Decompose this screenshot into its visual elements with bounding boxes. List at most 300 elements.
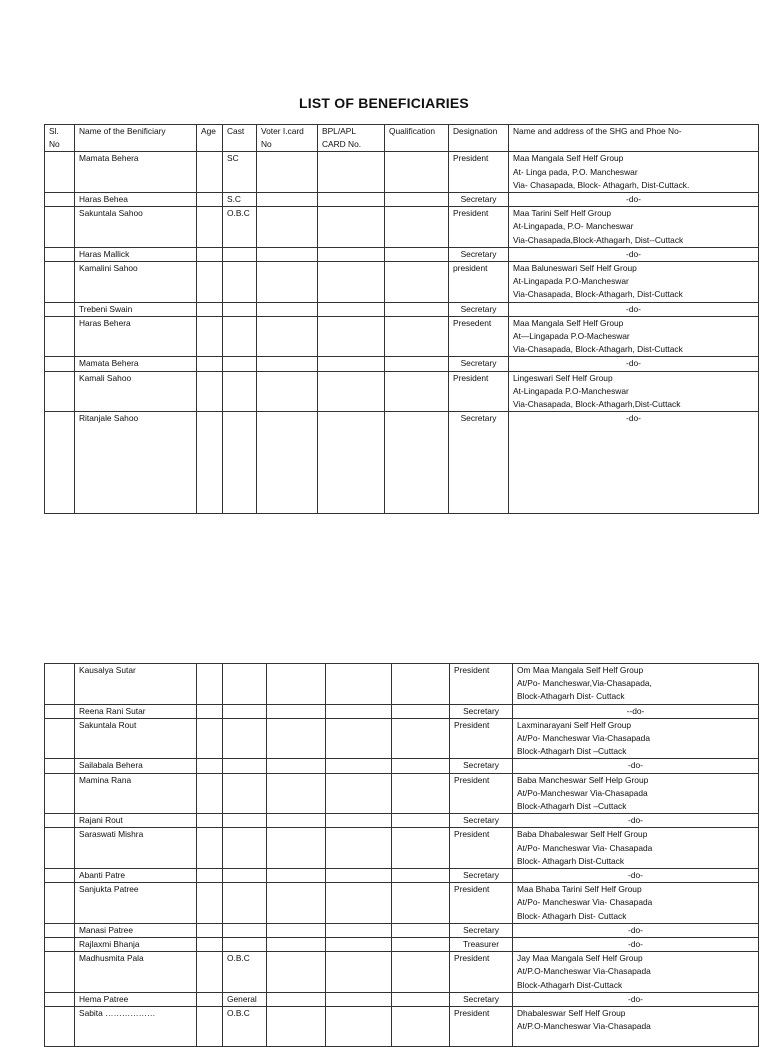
name-cell: Sanjukta Patree	[75, 883, 197, 924]
address-line: Via-Chasapada, Block-Athagarh, Dist-Cuttack	[513, 344, 683, 355]
qualification-cell	[392, 828, 450, 869]
qualification-cell	[392, 869, 450, 883]
name-cell: Manasi Patree	[75, 923, 197, 937]
bpl-apl-cell	[318, 207, 385, 248]
address-line: Via- Chasapada, Block- Athagarh, Dist-Cuttack.	[513, 179, 690, 190]
cast-cell	[223, 938, 267, 952]
address-line: At-Lingapada, P.O- Mancheswar	[513, 221, 634, 232]
qualification-cell	[392, 923, 450, 937]
table-row	[45, 247, 759, 261]
name-cell: Sabita ………………	[75, 1007, 197, 1047]
designation-cell: President	[450, 664, 513, 705]
address-cell	[513, 883, 759, 924]
address-cell	[513, 952, 759, 993]
name-cell: Sakuntala Rout	[75, 718, 197, 759]
address-line: Maa Bhaba Tarini Self Helf Group	[517, 884, 642, 895]
address-line: Block-Athagarh Dist- Cuttack	[517, 691, 625, 702]
age-cell	[197, 262, 223, 303]
address-cell	[513, 718, 759, 759]
address-line: Baba Mancheswar Self Help Group	[517, 774, 649, 785]
name-cell: Ritanjale Sahoo	[75, 412, 197, 514]
header-age: Age	[197, 125, 223, 152]
designation-cell: Secretary	[450, 869, 513, 883]
address-cell	[509, 207, 759, 248]
voter-card-cell	[257, 193, 318, 207]
voter-card-cell	[267, 664, 326, 705]
address-cell	[509, 412, 759, 514]
bpl-apl-cell	[326, 828, 392, 869]
table-row	[45, 828, 759, 869]
age-cell	[197, 357, 223, 371]
designation-cell: Treasurer	[450, 938, 513, 952]
cast-cell	[223, 664, 267, 705]
qualification-cell	[385, 152, 449, 193]
sl-no-cell	[45, 952, 75, 993]
cast-cell: O.B.C	[223, 952, 267, 993]
address-cell	[509, 152, 759, 193]
address-line: -do-	[626, 194, 641, 205]
name-cell: Sakuntala Sahoo	[75, 207, 197, 248]
table-row	[45, 316, 759, 357]
table-row	[45, 152, 759, 193]
address-line: Block- Athagarh Dist- Cuttack	[517, 910, 627, 921]
address-line: -do-	[628, 924, 643, 935]
table-row	[45, 262, 759, 303]
address-line: Jay Maa Mangala Self Helf Group	[517, 953, 643, 964]
table-row	[45, 759, 759, 773]
bpl-apl-cell	[326, 923, 392, 937]
cast-cell	[223, 262, 257, 303]
beneficiaries-table-1	[44, 124, 759, 514]
bpl-apl-cell	[318, 247, 385, 261]
voter-card-cell	[267, 992, 326, 1006]
address-cell	[509, 357, 759, 371]
voter-card-cell	[267, 952, 326, 993]
cast-cell: SC	[223, 152, 257, 193]
address-line: -do-	[626, 303, 641, 314]
cast-cell: General	[223, 992, 267, 1006]
cast-cell	[223, 357, 257, 371]
address-line: Maa Mangala Self Helf Group	[513, 317, 624, 328]
age-cell	[197, 814, 223, 828]
cast-cell	[223, 883, 267, 924]
bpl-apl-cell	[326, 704, 392, 718]
bpl-apl-cell	[326, 759, 392, 773]
sl-no-cell	[45, 302, 75, 316]
qualification-cell	[385, 302, 449, 316]
voter-card-cell	[267, 814, 326, 828]
address-cell	[509, 316, 759, 357]
designation-cell: President	[450, 952, 513, 993]
cast-cell	[223, 759, 267, 773]
designation-cell: Secretary	[450, 992, 513, 1006]
bpl-apl-cell	[326, 814, 392, 828]
voter-card-cell	[267, 828, 326, 869]
address-cell	[513, 992, 759, 1006]
cast-cell	[223, 302, 257, 316]
age-cell	[197, 759, 223, 773]
age-cell	[197, 371, 223, 412]
table-2-body	[45, 664, 759, 1047]
qualification-cell	[385, 193, 449, 207]
name-cell: Rajlaxmi Bhanja	[75, 938, 197, 952]
bpl-apl-cell	[326, 664, 392, 705]
sl-no-cell	[45, 923, 75, 937]
table-row	[45, 718, 759, 759]
cast-cell: O.B.C	[223, 1007, 267, 1047]
table-header-row	[45, 125, 759, 152]
qualification-cell	[392, 759, 450, 773]
bpl-apl-cell	[326, 883, 392, 924]
qualification-cell	[385, 262, 449, 303]
address-line: -do-	[628, 760, 643, 771]
name-cell: Haras Behera	[75, 316, 197, 357]
sl-no-cell	[45, 664, 75, 705]
age-cell	[197, 664, 223, 705]
table-row	[45, 664, 759, 705]
sl-no-cell	[45, 773, 75, 814]
qualification-cell	[385, 371, 449, 412]
header-bpl-apl: BPL/APL CARD No.	[318, 125, 385, 152]
address-line: Via-Chasapada,Block-Athagarh, Dist--Cuttack	[513, 234, 684, 245]
voter-card-cell	[257, 262, 318, 303]
qualification-cell	[385, 357, 449, 371]
address-line: Baba Dhabaleswar Self Helf Group	[517, 829, 648, 840]
address-line: At—Lingapada P.O-Macheswar	[513, 331, 630, 342]
voter-card-cell	[257, 371, 318, 412]
cast-cell	[223, 869, 267, 883]
address-line: At/Po-Mancheswar Via-Chasapada	[517, 787, 648, 798]
qualification-cell	[392, 1007, 450, 1047]
sl-no-cell	[45, 704, 75, 718]
page-title: LIST OF BENEFICIARIES	[299, 95, 469, 111]
sl-no-cell	[45, 759, 75, 773]
address-line: At-Lingapada P.O-Mancheswar	[513, 385, 629, 396]
age-cell	[197, 938, 223, 952]
voter-card-cell	[257, 207, 318, 248]
sl-no-cell	[45, 883, 75, 924]
cast-cell	[223, 923, 267, 937]
table-1-body	[45, 152, 759, 514]
voter-card-cell	[267, 759, 326, 773]
age-cell	[197, 718, 223, 759]
bpl-apl-cell	[326, 869, 392, 883]
bpl-apl-cell	[326, 718, 392, 759]
designation-cell: Secretary	[449, 247, 509, 261]
sl-no-cell	[45, 247, 75, 261]
address-line: Maa Tarini Self Helf Group	[513, 208, 612, 219]
name-cell: Kamalini Sahoo	[75, 262, 197, 303]
bpl-apl-cell	[318, 262, 385, 303]
bpl-apl-cell	[318, 371, 385, 412]
address-cell	[513, 759, 759, 773]
address-line: -do-	[628, 815, 643, 826]
qualification-cell	[392, 773, 450, 814]
address-line: Maa Baluneswari Self Helf Group	[513, 263, 637, 274]
address-line: -do-	[626, 248, 641, 259]
voter-card-cell	[257, 302, 318, 316]
age-cell	[197, 1007, 223, 1047]
address-line: Lingeswari Self Helf Group	[513, 372, 613, 383]
header-voter-card: Voter I.card No	[257, 125, 318, 152]
sl-no-cell	[45, 992, 75, 1006]
sl-no-cell	[45, 828, 75, 869]
age-cell	[197, 207, 223, 248]
cast-cell	[223, 316, 257, 357]
address-line: At/Po- Mancheswar Via- Chasapada	[517, 842, 653, 853]
table-row	[45, 869, 759, 883]
age-cell	[197, 869, 223, 883]
name-cell: Mamina Rana	[75, 773, 197, 814]
address-cell	[509, 193, 759, 207]
name-cell: Rajani Rout	[75, 814, 197, 828]
cast-cell	[223, 828, 267, 869]
table-row	[45, 923, 759, 937]
table-row	[45, 357, 759, 371]
name-cell: Trebeni Swain	[75, 302, 197, 316]
voter-card-cell	[267, 773, 326, 814]
cast-cell	[223, 773, 267, 814]
beneficiaries-table-2	[44, 663, 759, 1047]
designation-cell: President	[450, 718, 513, 759]
table-row	[45, 302, 759, 316]
address-cell	[509, 247, 759, 261]
address-cell	[513, 704, 759, 718]
sl-no-cell	[45, 357, 75, 371]
address-cell	[513, 923, 759, 937]
cast-cell	[223, 247, 257, 261]
bpl-apl-cell	[326, 773, 392, 814]
address-line: -do-	[628, 993, 643, 1004]
name-cell: Haras Mallick	[75, 247, 197, 261]
name-cell: Saraswati Mishra	[75, 828, 197, 869]
name-cell: Sailabala Behera	[75, 759, 197, 773]
header-shg-address: Name and address of the SHG and Phoe No-	[509, 125, 759, 152]
address-line: Via-Chasapada, Block-Athagarh, Dist-Cuttack	[513, 289, 683, 300]
table-row	[45, 1007, 759, 1047]
name-cell: Mamata Behera	[75, 357, 197, 371]
address-line: At- Linga pada, P.O. Mancheswar	[513, 166, 638, 177]
cast-cell	[223, 371, 257, 412]
table-row	[45, 412, 759, 514]
sl-no-cell	[45, 869, 75, 883]
address-line: Block-Athagarh Dist-Cuttack	[517, 979, 623, 990]
age-cell	[197, 193, 223, 207]
voter-card-cell	[267, 923, 326, 937]
address-line: Om Maa Mangala Self Helf Group	[517, 665, 644, 675]
designation-cell: President	[450, 1007, 513, 1047]
age-cell	[197, 302, 223, 316]
voter-card-cell	[257, 412, 318, 514]
designation-cell: President	[450, 883, 513, 924]
table-row	[45, 704, 759, 718]
cast-cell	[223, 814, 267, 828]
cast-cell: O.B.C	[223, 207, 257, 248]
voter-card-cell	[257, 152, 318, 193]
sl-no-cell	[45, 718, 75, 759]
address-line: --do-	[626, 705, 645, 716]
qualification-cell	[392, 704, 450, 718]
bpl-apl-cell	[326, 992, 392, 1006]
address-cell	[513, 773, 759, 814]
qualification-cell	[392, 992, 450, 1006]
age-cell	[197, 773, 223, 814]
table-row	[45, 952, 759, 993]
header-cast: Cast	[223, 125, 257, 152]
sl-no-cell	[45, 371, 75, 412]
qualification-cell	[385, 247, 449, 261]
designation-cell: President	[450, 828, 513, 869]
age-cell	[197, 316, 223, 357]
table-row	[45, 773, 759, 814]
designation-cell: Secretary	[449, 193, 509, 207]
voter-card-cell	[267, 869, 326, 883]
bpl-apl-cell	[318, 316, 385, 357]
address-line: At/Po- Mancheswar Via- Chasapada	[517, 897, 653, 908]
voter-card-cell	[257, 357, 318, 371]
designation-cell: Secretary	[450, 814, 513, 828]
sl-no-cell	[45, 412, 75, 514]
address-cell	[513, 1007, 759, 1047]
voter-card-cell	[267, 883, 326, 924]
designation-cell: Secretary	[450, 923, 513, 937]
qualification-cell	[392, 883, 450, 924]
address-line: Block- Athagarh Dist-Cuttack	[517, 855, 625, 866]
cast-cell	[223, 718, 267, 759]
designation-cell: Secretary	[449, 302, 509, 316]
name-cell: Kamali Sahoo	[75, 371, 197, 412]
age-cell	[197, 152, 223, 193]
header-qualification: Qualification	[385, 125, 449, 152]
address-cell	[513, 828, 759, 869]
qualification-cell	[392, 952, 450, 993]
voter-card-cell	[267, 1007, 326, 1047]
sl-no-cell	[45, 938, 75, 952]
qualification-cell	[385, 207, 449, 248]
qualification-cell	[385, 316, 449, 357]
sl-no-cell	[45, 193, 75, 207]
header-name: Name of the Benificiary	[75, 125, 197, 152]
voter-card-cell	[267, 704, 326, 718]
age-cell	[197, 828, 223, 869]
designation-cell: Secretary	[449, 412, 509, 514]
qualification-cell	[392, 664, 450, 705]
address-line: Block-Athagarh Dist –Cuttack	[517, 801, 627, 812]
address-cell	[513, 814, 759, 828]
age-cell	[197, 923, 223, 937]
address-line: Block-Athagarh Dist –Cuttack	[517, 746, 627, 757]
address-line: At/P.O-Mancheswar Via-Chasapada	[517, 1021, 651, 1032]
bpl-apl-cell	[326, 1007, 392, 1047]
designation-cell: Secretary	[449, 357, 509, 371]
address-line: At/Po- Mancheswar,Via-Chasapada,	[517, 678, 652, 689]
designation-cell: President	[449, 371, 509, 412]
bpl-apl-cell	[318, 412, 385, 514]
address-line: Laxminarayani Self Helf Group	[517, 719, 632, 730]
sl-no-cell	[45, 814, 75, 828]
address-line: Dhabaleswar Self Helf Group	[517, 1008, 626, 1019]
cast-cell: S.C	[223, 193, 257, 207]
voter-card-cell	[267, 938, 326, 952]
address-line: At/P.O-Mancheswar Via-Chasapada	[517, 966, 651, 977]
name-cell: Haras Behea	[75, 193, 197, 207]
address-line: At/Po- Mancheswar Via-Chasapada	[517, 733, 650, 744]
address-line: -do-	[626, 413, 641, 424]
table-row	[45, 371, 759, 412]
table-row	[45, 938, 759, 952]
table-row	[45, 207, 759, 248]
qualification-cell	[385, 412, 449, 514]
sl-no-cell	[45, 152, 75, 193]
address-line: -do-	[626, 358, 641, 369]
designation-cell: President	[449, 152, 509, 193]
header-sl-no: Sl. No	[45, 125, 75, 152]
designation-cell: president	[449, 262, 509, 303]
name-cell: Reena Rani Sutar	[75, 704, 197, 718]
address-cell	[513, 938, 759, 952]
age-cell	[197, 247, 223, 261]
designation-cell: Secretary	[450, 704, 513, 718]
bpl-apl-cell	[318, 152, 385, 193]
address-cell	[513, 869, 759, 883]
address-cell	[513, 664, 759, 705]
sl-no-cell	[45, 207, 75, 248]
address-line: Via-Chasapada, Block-Athagarh,Dist-Cuttack	[513, 399, 681, 410]
qualification-cell	[392, 718, 450, 759]
designation-cell: Presedent	[449, 316, 509, 357]
address-line: -do-	[628, 939, 643, 950]
address-cell	[509, 302, 759, 316]
name-cell: Mamata Behera	[75, 152, 197, 193]
voter-card-cell	[267, 718, 326, 759]
sl-no-cell	[45, 262, 75, 303]
header-designation: Designation	[449, 125, 509, 152]
bpl-apl-cell	[318, 357, 385, 371]
name-cell: Hema Patree	[75, 992, 197, 1006]
table-row	[45, 814, 759, 828]
address-line: At-Lingapada P.O-Mancheswar	[513, 276, 629, 287]
table-row	[45, 193, 759, 207]
sl-no-cell	[45, 316, 75, 357]
voter-card-cell	[257, 316, 318, 357]
qualification-cell	[392, 938, 450, 952]
designation-cell: President	[450, 773, 513, 814]
sl-no-cell	[45, 1007, 75, 1047]
bpl-apl-cell	[326, 952, 392, 993]
name-cell: Kausalya Sutar	[75, 664, 197, 705]
age-cell	[197, 952, 223, 993]
voter-card-cell	[257, 247, 318, 261]
bpl-apl-cell	[326, 938, 392, 952]
address-line: Maa Mangala Self Helf Group	[513, 153, 624, 164]
name-cell: Madhusmita Pala	[75, 952, 197, 993]
address-cell	[509, 262, 759, 303]
cast-cell	[223, 412, 257, 514]
age-cell	[197, 704, 223, 718]
bpl-apl-cell	[318, 302, 385, 316]
cast-cell	[223, 704, 267, 718]
age-cell	[197, 883, 223, 924]
designation-cell: President	[449, 207, 509, 248]
table-row	[45, 883, 759, 924]
qualification-cell	[392, 814, 450, 828]
name-cell: Abanti Patre	[75, 869, 197, 883]
table-row	[45, 992, 759, 1006]
bpl-apl-cell	[318, 193, 385, 207]
designation-cell: Secretary	[450, 759, 513, 773]
age-cell	[197, 412, 223, 514]
age-cell	[197, 992, 223, 1006]
